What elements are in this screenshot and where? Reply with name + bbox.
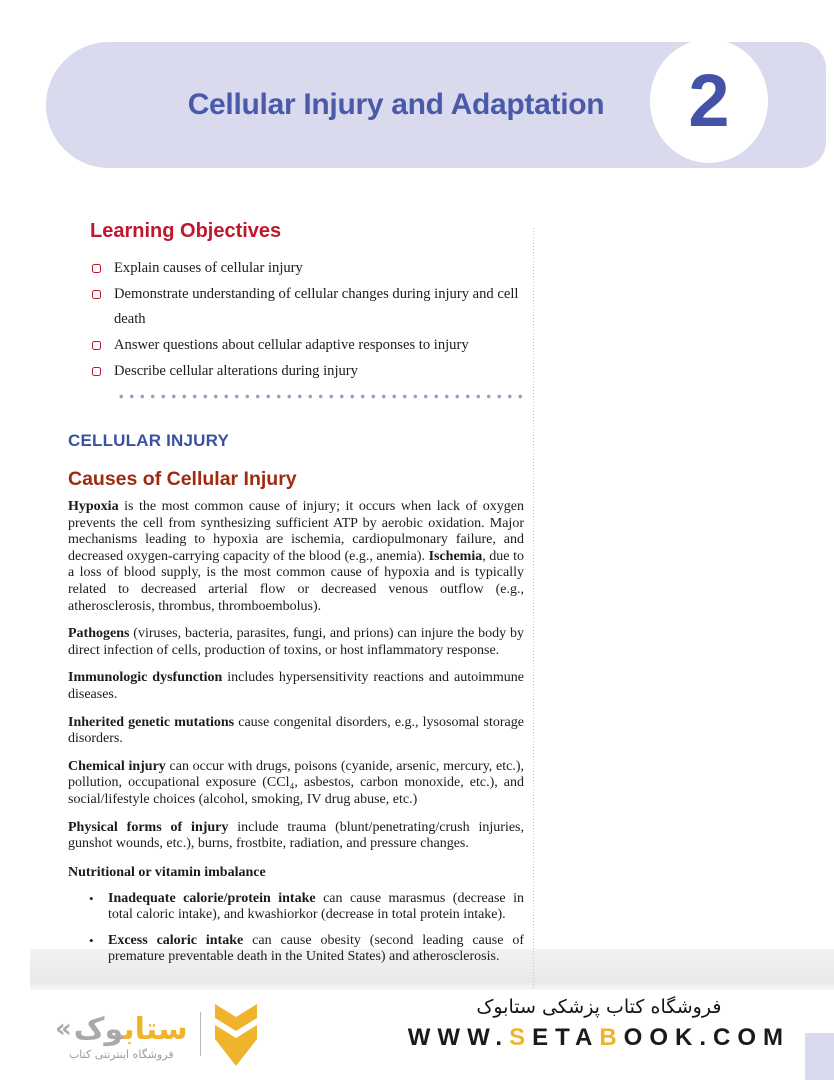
objective-item — [90, 256, 524, 281]
store-name: فروشگاه کتاب پزشکی ستابوک — [476, 996, 722, 1018]
bullet-icon: • — [89, 932, 94, 948]
paragraph-pathogens: Pathogens (viruses, bacteria, parasites, fungi, and prions) can injure the body by direct infection of cells, production of toxins, or host inflammatory response. — [68, 626, 524, 658]
chapter-title: Cellular Injury and Adaptation — [187, 88, 605, 121]
objective-item — [90, 359, 524, 384]
accent-rectangle — [805, 1033, 834, 1080]
paragraph-immunologic: Immunologic dysfunction includes hypersensitivity reactions and autoimmune diseases. — [68, 670, 524, 702]
dotted-separator — [116, 393, 524, 400]
section-heading: CELLULAR INJURY — [68, 431, 230, 450]
wordmark-gold-part: ستاب — [123, 1012, 188, 1047]
chapter-number: 2 — [688, 59, 730, 142]
term-ischemia: Ischemia — [428, 548, 483, 564]
double-chevron-left-icon: « — [55, 1014, 72, 1045]
logo-tagline: فروشگاه اینترنتی کتاب — [68, 1048, 174, 1061]
paragraph-hypoxia: Hypoxia is the most common cause of injury; it occurs when lack of oxygen prevents the cell from synthesizing sufficient ATP by aerobic oxidation. Major mechanisms leading to hypoxia are ischemia, cardiopulmonary failure, and decreased oxygen-carrying capacity of the blood (e.g., anemia). Ischemia, due to a loss of blood supply, is the most common cause of hypoxia and is typically related to decreased arterial flow or decreased venous outflow (e.g., atherosclerosis, thrombus, thromboembolus). — [68, 499, 524, 614]
bullet-icon: • — [89, 890, 94, 906]
objective-item — [90, 333, 524, 358]
learning-objectives-list — [90, 256, 524, 384]
checkbox-icon — [92, 264, 101, 273]
term-immunologic-dysfunction: Immunologic dysfunction — [68, 670, 223, 686]
learning-objectives-heading: Learning Objectives — [90, 220, 282, 242]
subsection-heading: Causes of Cellular Injury — [68, 468, 297, 490]
nutritional-bullets — [68, 891, 524, 966]
footer-right — [408, 996, 790, 1052]
logo-divider — [200, 1012, 202, 1056]
stacked-chevrons-icon — [213, 1002, 259, 1068]
wordmark-gray-part: وک — [73, 1012, 124, 1047]
footer — [0, 990, 834, 1080]
term-physical-forms: Physical forms of injury — [68, 819, 229, 835]
term-pathogens: Pathogens — [68, 626, 130, 642]
learning-objectives — [90, 220, 524, 400]
checkbox-icon — [92, 341, 101, 350]
content-column — [68, 220, 524, 975]
logo-wordmark — [55, 1013, 188, 1046]
logo-wordmark-block — [55, 1013, 188, 1061]
objective-text: Demonstrate understanding of cellular changes during injury and cell death — [114, 286, 519, 327]
nutritional-heading: Nutritional or vitamin imbalance — [68, 864, 266, 880]
paragraph-inherited: Inherited genetic mutations cause congenital disorders, e.g., lysosomal storage disorders. — [68, 714, 524, 747]
setabook-logo — [55, 1002, 259, 1072]
term-chemical-injury: Chemical injury — [68, 758, 166, 774]
chapter-banner — [46, 42, 826, 168]
objective-text: Explain causes of cellular injury — [114, 260, 303, 276]
paragraph-physical: Physical forms of injury include trauma (blunt/penetrating/crush injuries, gunshot wounds, etc.), burns, frostbite, radiation, and pressure changes. — [68, 819, 525, 852]
website-url: WWW.SETABOOK.COM — [407, 1024, 790, 1051]
bullet-item — [68, 891, 524, 924]
term-hypoxia: Hypoxia — [68, 499, 119, 514]
checkbox-icon — [92, 367, 101, 376]
objective-text: Describe cellular alterations during injury — [114, 363, 358, 379]
bullet-item — [68, 933, 524, 966]
paragraph-chemical: Chemical injury can occur with drugs, poisons (cyanide, arsenic, mercury, etc.), pollution, occupational exposure (CCl₄, asbestos, carbon monoxide, etc.), and social/lifestyle choices (alcohol, smoking, IV drug abuse, etc.) — [68, 758, 524, 807]
bullet-text: Inadequate calorie/protein intake can cause marasmus (decrease in total caloric intake), and kwashiorkor (decrease in total protein intake). — [108, 890, 524, 923]
vertical-dotted-rule — [533, 228, 534, 992]
objective-text: Answer questions about cellular adaptive responses to injury — [114, 337, 469, 353]
checkbox-icon — [92, 290, 101, 299]
objective-item — [90, 282, 524, 332]
term-inherited-genetic-mutations: Inherited genetic mutations — [68, 714, 235, 730]
bullet-text: Excess caloric intake can cause obesity (second leading cause of premature preventable death in the United States) and atherosclerosis. — [108, 932, 524, 965]
chapter-number-circle — [650, 39, 768, 163]
